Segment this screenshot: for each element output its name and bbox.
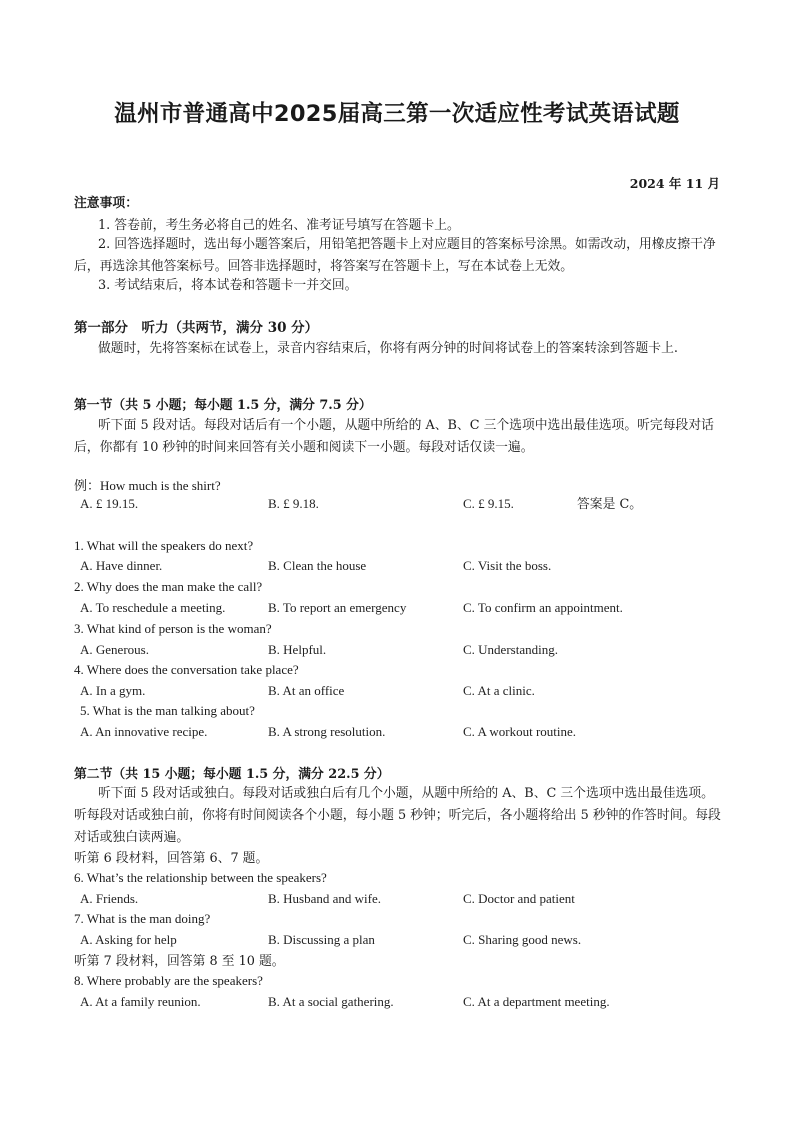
q1-option-a: A. Have dinner. <box>80 558 163 573</box>
question-2: 2. Why does the man make the call? <box>74 579 263 594</box>
q6-option-c: C. Doctor and patient <box>463 891 575 906</box>
part1-heading: 第一部分 听力（共两节，满分 30 分） <box>74 320 319 336</box>
q2-option-a: A. To reschedule a meeting. <box>80 600 226 615</box>
q7-option-b: B. Discussing a plan <box>268 932 375 947</box>
q5-option-c: C. A workout routine. <box>463 724 577 739</box>
example-option-c: C. £ 9.15. <box>463 496 514 511</box>
section2-instruction: 听下面 5 段对话或独白。每段对话或独白后有几个小题，从题中所给的 A、B、C 三个选项中选出最佳选项。听每段对话或独白前，你将有时间阅读各个小题，每小题 5 秒钟；听完后，各小题将给出 5 秒钟的作答时间。每段对话或独白读两遍。 <box>74 786 721 845</box>
question-7: 7. What is the man doing? <box>74 911 211 926</box>
q6-option-a: A. Friends. <box>80 891 139 906</box>
q2-option-b: B. To report an emergency <box>268 600 407 615</box>
exam-title: 温州市普通高中2025届高三第一次适应性考试英语试题 <box>114 101 680 127</box>
q7-option-a: A. Asking for help <box>80 932 177 947</box>
q7-option-c: C. Sharing good news. <box>463 932 582 947</box>
q4-option-c: C. At a clinic. <box>463 683 535 698</box>
q2-option-c: C. To confirm an appointment. <box>463 600 623 615</box>
notice-item-3: 3. 考试结束后，将本试卷和答题卡一并交回。 <box>98 278 358 293</box>
q1-option-c: C. Visit the boss. <box>463 558 552 573</box>
exam-date: 2024 年 11 月 <box>629 176 720 191</box>
question-3: 3. What kind of person is the woman? <box>74 621 272 636</box>
q8-option-c: C. At a department meeting. <box>463 994 610 1009</box>
q3-option-a: A. Generous. <box>80 642 149 657</box>
section1-instruction: 听下面 5 段对话。每段对话后有一个小题，从题中所给的 A、B、C 三个选项中选出最佳选项。听完每段对话后，你都有 10 秒钟的时间来回答有关小题和阅读下一小题。每段对话仅读一遍。 <box>74 418 714 455</box>
example-option-a: A. £ 19.15. <box>80 496 139 511</box>
section1-heading: 第一节（共 5 小题；每小题 1.5 分，满分 7.5 分） <box>74 398 372 413</box>
material-7-note: 听第 7 段材料，回答第 8 至 10 题。 <box>74 954 285 969</box>
q1-option-b: B. Clean the house <box>268 558 367 573</box>
section2-heading: 第二节（共 15 小题；每小题 1.5 分，满分 22.5 分） <box>74 767 390 782</box>
q3-option-b: B. Helpful. <box>268 642 327 657</box>
example-option-b: B. £ 9.18. <box>268 496 319 511</box>
q5-option-a: A. An innovative recipe. <box>80 724 208 739</box>
notice-item-2: 2. 回答选择题时，选出每小题答案后，用铅笔把答题卡上对应题目的答案标号涂黑。如需改动，用橡皮擦干净后，再选涂其他答案标号。回答非选择题时，将答案写在答题卡上，写在本试卷上无效。 <box>74 237 716 274</box>
example-answer: 答案是 C。 <box>577 497 643 512</box>
question-1: 1. What will the speakers do next? <box>74 538 254 553</box>
question-4: 4. Where does the conversation take place? <box>74 662 299 677</box>
question-6: 6. What’s the relationship between the speakers? <box>74 870 327 885</box>
notice-heading: 注意事项： <box>74 196 138 211</box>
q8-option-a: A. At a family reunion. <box>80 994 201 1009</box>
question-8: 8. Where probably are the speakers? <box>74 973 263 988</box>
question-5: 5. What is the man talking about? <box>80 703 255 718</box>
q5-option-b: B. A strong resolution. <box>268 724 386 739</box>
q4-option-a: A. In a gym. <box>80 683 146 698</box>
q6-option-b: B. Husband and wife. <box>268 891 382 906</box>
material-6-note: 听第 6 段材料，回答第 6、7 题。 <box>74 851 269 866</box>
notice-item-1: 1. 答卷前，考生务必将自己的姓名、准考证号填写在答题卡上。 <box>98 218 460 233</box>
part1-instruction: 做题时，先将答案标在试卷上，录音内容结束后，你将有两分钟的时间将试卷上的答案转涂到答题卡上. <box>98 341 678 356</box>
q3-option-c: C. Understanding. <box>463 642 558 657</box>
q4-option-b: B. At an office <box>268 683 345 698</box>
example-question: 例：How much is the shirt? <box>74 478 221 493</box>
q8-option-b: B. At a social gathering. <box>268 994 394 1009</box>
